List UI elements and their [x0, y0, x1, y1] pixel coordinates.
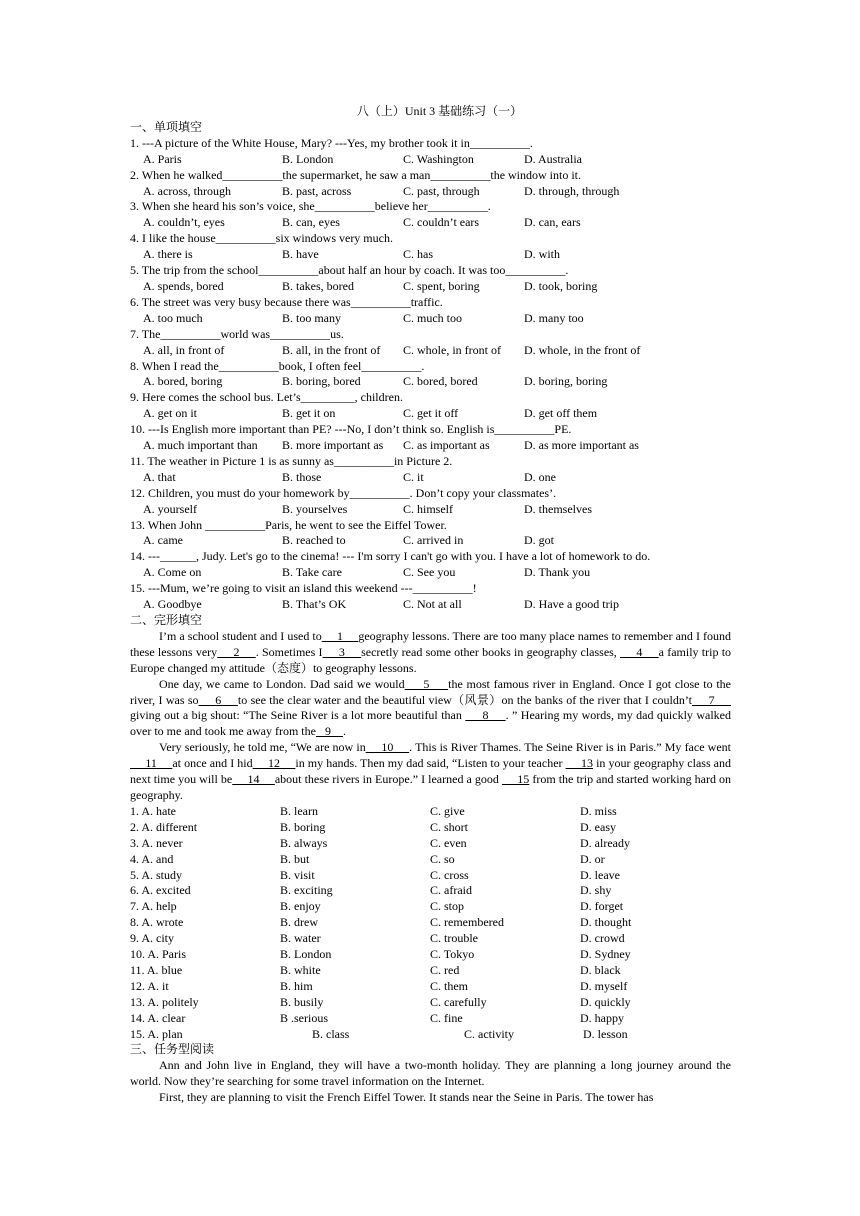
option: B. visit [280, 867, 315, 882]
blank-number: 8 [465, 708, 506, 723]
option: D. whole, in the front of [524, 342, 641, 357]
option: D. thought [580, 915, 632, 930]
choice-row [130, 899, 731, 915]
option: D. got [524, 533, 554, 548]
passage-text: . ” Hearing my words, my dad quickly walked over to me and took me away from the [130, 708, 731, 739]
worksheet-title: 八（上）Unit 3 基础练习（一） [356, 104, 523, 118]
passage-text: . Sometimes I [255, 644, 323, 659]
option: D. or [580, 851, 605, 866]
option: B. London [282, 151, 334, 166]
question-stem: 1. ---A picture of the White House, Mary? ---Yes, my brother took it in__________. [130, 135, 533, 150]
option: B. water [280, 931, 321, 946]
blank-number: 13 [565, 756, 593, 771]
passage-text: the most famous river in England. Once I got close to the river, I was so [130, 676, 731, 707]
option-row [130, 152, 731, 168]
option: D. Thank you [524, 565, 591, 580]
option: D. with [524, 247, 560, 262]
passage-text: One day, we came to London. Dad said we would [159, 676, 405, 691]
choice-row [130, 915, 731, 931]
cloze-choices [130, 804, 731, 1043]
option: C. carefully [430, 994, 487, 1009]
option: C. so [430, 851, 455, 866]
passage-text: . This is River Thames. The Seine River is in Paris.” My face went [409, 740, 732, 755]
option: D. quickly [580, 994, 631, 1009]
option: C. whole, in front of [403, 342, 501, 357]
option: B. always [280, 835, 328, 850]
option-row [130, 343, 731, 359]
question-stem: 6. The street was very busy because there was__________traffic. [130, 294, 443, 309]
option: C. bored, bored [403, 374, 478, 389]
option: D. boring, boring [524, 374, 608, 389]
question-stem: 4. I like the house__________six windows very much. [130, 231, 393, 246]
option: B. but [280, 851, 310, 866]
option: A. Come on [143, 565, 202, 580]
option: C. get it off [403, 406, 459, 421]
option: D. many too [524, 310, 584, 325]
option: B. reached to [282, 533, 346, 548]
question-stem: 2. When he walked__________the supermarket, he saw a man__________the window into it. [130, 167, 582, 182]
option: C. stop [430, 899, 465, 914]
option: D. took, boring [524, 278, 598, 293]
option: B. more important as [282, 438, 384, 453]
option: 8. A. wrote [130, 915, 184, 930]
option: D. as more important as [524, 438, 639, 453]
passage-text: in your geography class and next time you will be [130, 756, 732, 787]
option-row [130, 597, 731, 613]
option: B. white [280, 962, 321, 977]
option: B. drew [280, 915, 318, 930]
choice-row [130, 963, 731, 979]
option: A. much important than [143, 438, 258, 453]
passage-text: secretly read some other books in geography classes, [361, 644, 621, 659]
option: A. Paris [143, 151, 182, 166]
option: B. Take care [282, 565, 342, 580]
option: C. Not at all [403, 597, 462, 612]
option: A. yourself [143, 501, 197, 516]
option: C. even [430, 835, 467, 850]
option: B. can, eyes [282, 215, 340, 230]
option: 3. A. never [130, 835, 183, 850]
option: B. him [280, 978, 313, 993]
option: A. bored, boring [143, 374, 223, 389]
passage-text: Very seriously, he told me, “We are now in [159, 740, 366, 755]
section-task-reading [130, 1042, 731, 1106]
option: B. all, in the front of [282, 342, 381, 357]
question-stem: 10. ---Is English more important than PE? ---No, I don’t think so. English is__________PE. [130, 422, 572, 437]
option-row [130, 406, 731, 422]
question-stem: 12. Children, you must do your homework by__________. Don’t copy your classmates’. [130, 485, 557, 500]
passage-text: a family trip to Europe changed my attitude（态度）to geography lessons. [130, 644, 732, 675]
option: 7. A. help [130, 899, 177, 914]
option-row [130, 215, 731, 231]
choice-row [130, 979, 731, 995]
option: B. class [312, 1026, 350, 1041]
option: D. Sydney [580, 947, 631, 962]
passage-paragraph: First, they are planning to visit the French Eiffel Tower. It stands near the Seine in Paris. The tower has [159, 1090, 654, 1105]
blank-number: 1 [321, 628, 359, 643]
option: D. already [580, 835, 630, 850]
choice-row [130, 995, 731, 1011]
blank-number: 10 [365, 740, 410, 755]
option: C. past, through [403, 183, 480, 198]
option: 2. A. different [130, 819, 198, 834]
option: C. arrived in [403, 533, 464, 548]
choice-row [130, 852, 731, 868]
option: D. through, through [524, 183, 620, 198]
option-row [130, 247, 731, 263]
question-stem: 9. Here comes the school bus. Let’s_________, children. [130, 390, 403, 405]
option: B. too many [282, 310, 341, 325]
option: C. activity [464, 1026, 514, 1041]
passage-text: to see the clear water and the beautiful view（风景）on the banks of the river that I couldn’t [237, 692, 692, 707]
choice-row [130, 836, 731, 852]
option: B. past, across [282, 183, 352, 198]
option: C. fine [430, 1010, 463, 1025]
choice-row [130, 947, 731, 963]
option: 6. A. excited [130, 883, 191, 898]
choice-row [130, 1027, 731, 1043]
option: 4. A. and [130, 851, 174, 866]
option: B .serious [280, 1010, 328, 1025]
passage-text: giving out a big shout: “The Seine River is a lot more beautiful than [130, 708, 466, 723]
section-heading: 三、任务型阅读 [130, 1042, 215, 1057]
question-stem: 14. ---______, Judy. Let's go to the cinema! --- I'm sorry I can't go with you. I have a lot of homework to do. [130, 549, 651, 564]
option: D. Have a good trip [524, 597, 619, 612]
passage-text: I’m a school student and I used to [159, 628, 322, 643]
option: C. cross [430, 867, 469, 882]
option: C. red [430, 962, 460, 977]
option: C. Tokyo [430, 947, 475, 962]
passage-text: . [342, 724, 346, 739]
option: B. London [280, 947, 332, 962]
option: D. can, ears [524, 215, 581, 230]
option: B. exciting [280, 883, 333, 898]
option: 11. A. blue [130, 962, 183, 977]
option-row [130, 502, 731, 518]
option-row [130, 311, 731, 327]
choice-row [130, 868, 731, 884]
option: B. learn [280, 803, 318, 818]
choice-row [130, 820, 731, 836]
section-heading: 一、单项填空 [130, 119, 203, 134]
option: C. trouble [430, 931, 478, 946]
option: C. has [403, 247, 433, 262]
option: 14. A. clear [130, 1010, 186, 1025]
blank-number: 15 [501, 772, 530, 787]
question-stem: 5. The trip from the school__________about half an hour by coach. It was too__________. [130, 263, 569, 278]
blank-number: 14 [232, 772, 275, 787]
option: D. crowd [580, 931, 625, 946]
passage-paragraph [130, 677, 731, 741]
option: C. himself [403, 501, 453, 516]
option: B. boring, bored [282, 374, 361, 389]
option: D. miss [580, 803, 617, 818]
option: A. Goodbye [143, 597, 202, 612]
passage-text: from the trip and started working hard on geography. [130, 772, 732, 802]
cloze-passage [130, 629, 731, 804]
blank-number: 3 [322, 644, 362, 659]
option-row [130, 184, 731, 200]
question-stem: 11. The weather in Picture 1 is as sunny as__________in Picture 2. [130, 453, 453, 468]
blank-number: 6 [198, 692, 238, 707]
choice-row [130, 931, 731, 947]
option: C. them [430, 978, 468, 993]
option: D. forget [580, 899, 624, 914]
option: D. lesson [583, 1026, 628, 1041]
choice-row [130, 804, 731, 820]
option: A. get on it [143, 406, 197, 421]
option: C. as important as [403, 438, 490, 453]
option: A. that [143, 469, 176, 484]
question-list [130, 136, 731, 613]
passage-text: in my hands. Then my dad said, “Listen to your teacher [295, 756, 566, 771]
option: D. one [524, 469, 556, 484]
option: A. came [143, 533, 183, 548]
option: B. have [282, 247, 319, 262]
option: B. busily [280, 994, 324, 1009]
option: 10. A. Paris [130, 947, 187, 962]
option: A. couldn’t, eyes [143, 215, 225, 230]
option: D. leave [580, 867, 620, 882]
section-heading: 二、完形填空 [130, 613, 203, 627]
option: A. there is [143, 247, 193, 262]
option: D. themselves [524, 501, 592, 516]
blank-number: 2 [217, 644, 256, 659]
option: B. those [282, 469, 322, 484]
option: C. spent, boring [403, 278, 480, 293]
question-stem: 13. When John __________Paris, he went to see the Eiffel Tower. [130, 517, 447, 532]
passage-text: geography lessons. There are too many place names to remember and I found these lessons very [130, 628, 731, 659]
blank-number: 9 [315, 724, 343, 739]
blank-number: 5 [404, 676, 449, 691]
option: B. That’s OK [282, 597, 347, 612]
option: D. easy [580, 819, 616, 834]
option: C. it [403, 469, 424, 484]
reading-passage [130, 1058, 731, 1106]
option: D. black [580, 962, 621, 977]
option: B. enjoy [280, 899, 321, 914]
blank-number: 7 [691, 692, 732, 707]
option: B. takes, bored [282, 278, 354, 293]
choice-row [130, 883, 731, 899]
question-stem: 3. When she heard his son’s voice, she__________believe her__________. [130, 199, 491, 214]
option: C. remembered [430, 915, 504, 930]
option: B. get it on [282, 406, 336, 421]
choice-row [130, 1011, 731, 1027]
option-row [130, 565, 731, 581]
passage-paragraph: Ann and John live in England, they will have a two-month holiday. They are planning a long journey around the world. Now they’re searching for some travel information on the Internet. [130, 1058, 731, 1089]
option: A. too much [143, 310, 203, 325]
option-row [130, 438, 731, 454]
option: 1. A. hate [130, 803, 176, 818]
passage-text: at once and I hid [172, 756, 253, 771]
option: C. short [430, 819, 469, 834]
option: 13. A. politely [130, 994, 199, 1009]
option: 12. A. it [130, 978, 169, 993]
passage-text: about these rivers in Europe.” I learned a good [274, 772, 502, 787]
option-row [130, 470, 731, 486]
option: 5. A. study [130, 867, 183, 882]
option-row [130, 279, 731, 295]
option: D. get off them [524, 406, 598, 421]
question-stem: 8. When I read the__________book, I often feel__________. [130, 358, 425, 373]
passage-paragraph [130, 629, 731, 677]
option: 9. A. city [130, 931, 174, 946]
section-cloze [130, 613, 731, 1042]
question-stem: 15. ---Mum, we’re going to visit an island this weekend ---__________! [130, 581, 477, 596]
option: C. give [430, 803, 465, 818]
blank-number: 12 [252, 756, 296, 771]
option: 15. A. plan [130, 1026, 183, 1041]
option: C. Washington [403, 151, 474, 166]
section-single-choice [130, 120, 731, 613]
option: B. boring [280, 819, 326, 834]
option: C. couldn’t ears [403, 215, 480, 230]
blank-number: 11 [130, 756, 173, 771]
option: D. happy [580, 1010, 624, 1025]
option: D. myself [580, 978, 628, 993]
option: D. Australia [524, 151, 582, 166]
option: D. shy [580, 883, 612, 898]
option: C. afraid [430, 883, 472, 898]
option: C. See you [403, 565, 456, 580]
passage-paragraph [130, 740, 731, 804]
option: A. spends, bored [143, 278, 224, 293]
blank-number: 4 [620, 644, 659, 659]
option: B. yourselves [282, 501, 348, 516]
option-row [130, 374, 731, 390]
option: C. much too [403, 310, 462, 325]
question-stem: 7. The__________world was__________us. [130, 326, 344, 341]
worksheet-page [130, 104, 731, 1106]
option: A. all, in front of [143, 342, 225, 357]
option: A. across, through [143, 183, 231, 198]
option-row [130, 533, 731, 549]
